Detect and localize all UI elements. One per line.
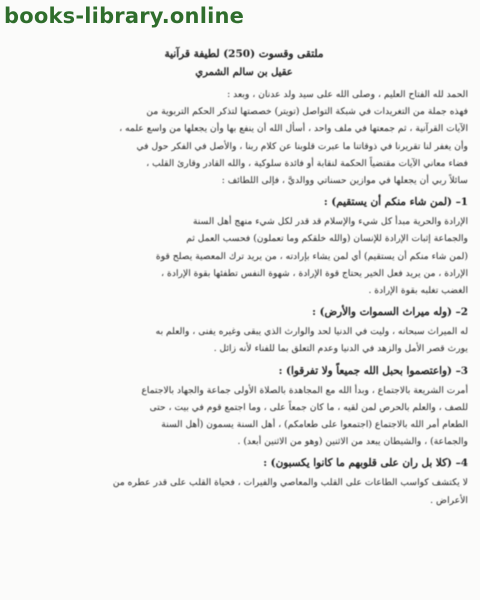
section-heading: 2– (وله ميراث السموات والأرض) : — [312, 306, 468, 319]
section-line: له الميراث سبحانه ، وليت في الدنيا لحد والوارث الذي يبقى وغيره يفنى ، والعلم به — [155, 326, 468, 338]
document-author: عقيل بن سالم الشمري — [195, 67, 293, 78]
section-line: الغضب تغلبه بقوة الإرادة . — [368, 285, 468, 297]
document-title: ملتقى وقسوت (250) لطيفة قرآنية — [164, 48, 324, 60]
intro-line: سائلاً ربي أن يجعلها في موازين حسناتي ووالديَّ ، فإلى اللطائف : — [221, 175, 468, 187]
section-3 — [20, 360, 468, 451]
section-heading: 1– (لمن شاء منكم أن يستقيم) : — [323, 196, 468, 209]
intro-line: الحمد لله الفتاح العليم ، وصلى الله على سيد ولد عدنان ، وبعد : — [227, 89, 468, 100]
section-heading: 4– (كلا بل ران على قلوبهم ما كانوا يكسبون) : — [263, 457, 468, 470]
section-line: الأعراض . — [430, 494, 468, 506]
section-heading: 3– (واعتصموا بحبل الله جميعاً ولا تفرقوا) : — [278, 364, 468, 377]
intro-line: الآيات القرآنية ، ثم جمعتها في ملف واحد ، أسأل الله أن ينفع بها وأن يجعلها من واسع علمه ، — [119, 123, 468, 135]
intro-line: فهذه جملة من التغريدات في شبكة التواصل (تويتر) خصصتها لتذكر الحكم التربوية من — [146, 106, 468, 118]
section-2 — [20, 301, 468, 357]
intro-line: فضاء معاني الآيات مقتضياً الحكمة لنقابة أو فائدة سلوكية ، والله القادر وقارئ القلب ، — [146, 157, 468, 169]
intro-paragraph — [20, 86, 468, 189]
section-line: الإرادة والحرية مبدأ كل شيء والإسلام قد قدر لكل شيء منهج أهل السنة — [192, 216, 468, 228]
section-4 — [20, 452, 468, 508]
section-1 — [20, 191, 468, 299]
section-line: يورث قصر الأمل والزهد في الدنيا وعدم التعلق بما للفناء لأنه زائل . — [213, 343, 468, 355]
section-line: الطعام أمر الله بالاجتماع (اجتمعوا على طعامكم) ، أهل السنة يسمون (أهل السنة — [161, 419, 468, 431]
section-line: والجماعة) ، والشيطان يبعد من الاثنين (وهو من الاثنين أبعد) . — [237, 436, 468, 448]
section-line: أمرت الشريعة بالاجتماع ، وبدأ الله مع المجاهدة بالصلاة الأولى جماعة والجهاد بالاجتماع — [141, 384, 468, 396]
watermark-text: books-library.online — [4, 4, 245, 28]
section-line: لا يكتشف كواسب الطاعات على القلب والمعاصي والفيرات ، فحياة القلب على قدر عطره من — [112, 477, 468, 489]
section-line: (لمن شاء منكم أن يستقيم) أي لمن يشاء بإرادته ، من يريد ترك المعصية يصلح قوة — [155, 250, 468, 262]
intro-line: وأن يغفر لنا تقريرنا في ذوقاتنا ما عبرت قلوبنا عن كلام ربنا ، والأصل في الفكر حول في — [136, 140, 468, 152]
section-line: للصف ، والعلم بالحرص لمن لقيه ، ما كان جمعاً على ، وما اجتمع قوم في بيت ، حتى — [149, 401, 468, 413]
document-body — [20, 44, 468, 596]
section-line: والجماعة إثبات الإرادة للإنسان (والله خلقكم وما تعملون) فحسب العمل ثم — [186, 233, 468, 245]
section-line: الإرادة ، من يريد فعل الخير يحتاج قوة الإرادة ، شهوة النفس تطفئها بقوة الإرادة ، — [161, 267, 468, 279]
